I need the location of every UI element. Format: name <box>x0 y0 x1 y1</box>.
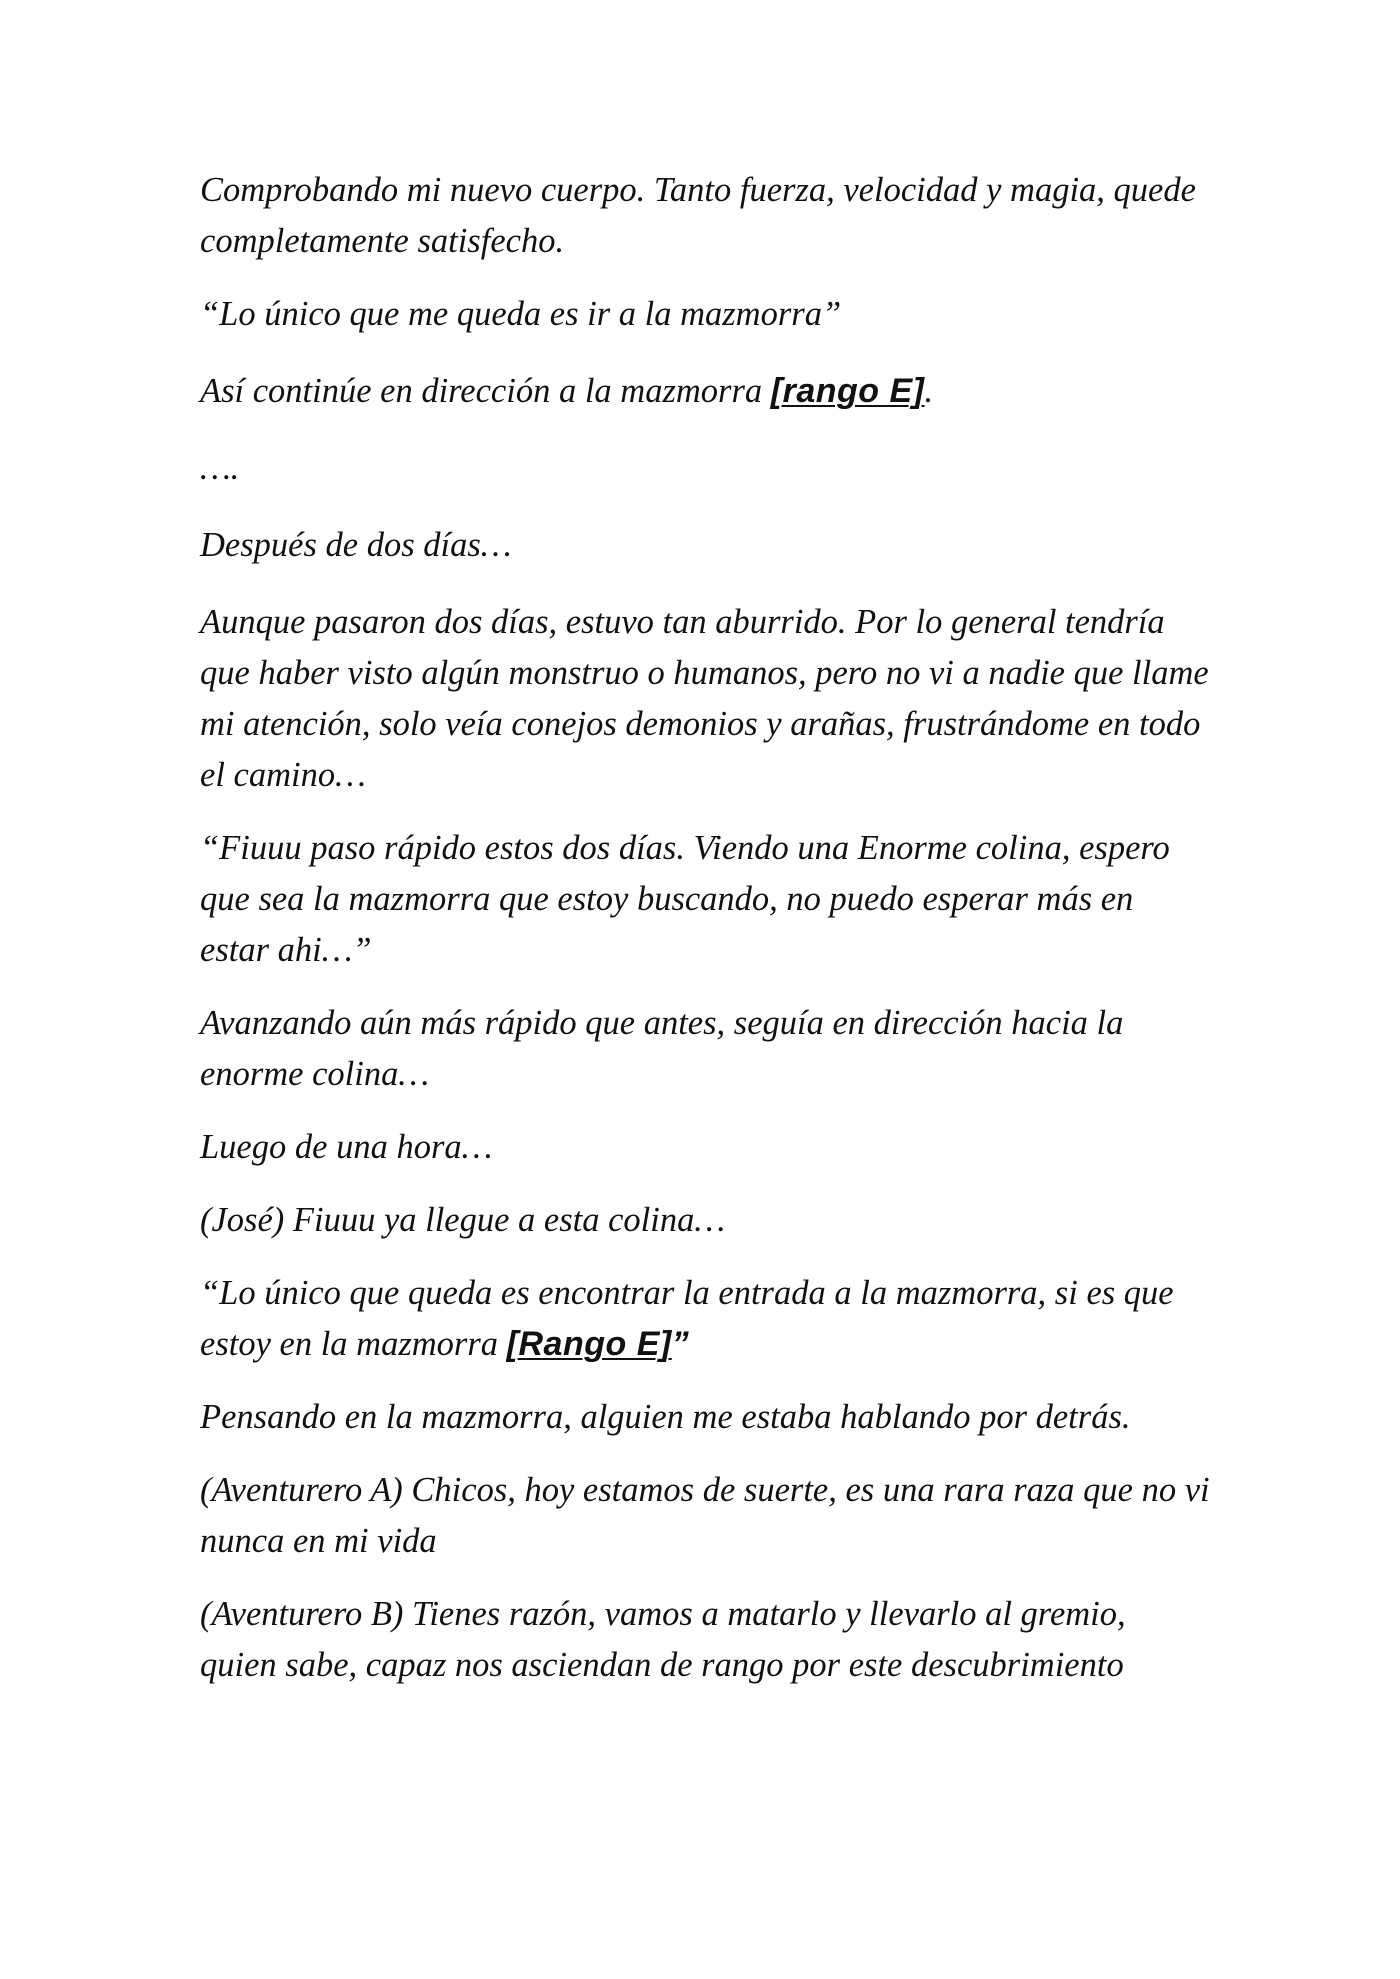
paragraph-12: Pensando en la mazmorra, alguien me estaba hablando por detrás. <box>200 1398 1131 1436</box>
paragraph-10: (José) Fiuuu ya llegue a esta colina… <box>200 1201 726 1239</box>
paragraph-4: …. <box>200 449 240 487</box>
paragraph-11 <box>200 1268 1210 1370</box>
paragraph-8: Avanzando aún más rápido que antes, seguía en dirección hacia la enorme colina… <box>200 1004 1124 1093</box>
paragraph-9: Luego de una hora… <box>200 1128 493 1166</box>
paragraph-13: (Aventurero A) Chicos, hoy estamos de suerte, es una rara raza que no vi nunca en mi vida <box>200 1471 1210 1560</box>
paragraph-1: Comprobando mi nuevo cuerpo. Tanto fuerza, velocidad y magia, quede completamente satisfecho. <box>200 171 1196 260</box>
paragraph-3-end: . <box>924 372 934 410</box>
paragraph-5: Después de dos días… <box>200 526 512 564</box>
rank-label: [Rango E] <box>506 1325 672 1363</box>
paragraph-6: Aunque pasaron dos días, estuvo tan aburrido. Por lo general tendría que haber visto algún monstruo o humanos, pero no vi a nadie que llame mi atención, solo veía conejos demonios y arañas, frustrándome en todo el camino… <box>200 603 1209 794</box>
closing-quote: ” <box>671 1325 689 1363</box>
paragraph-2: “Lo único que me queda es ir a la mazmorra” <box>200 295 842 333</box>
paragraph-3-text: Así continúe en dirección a la mazmorra <box>200 372 771 410</box>
paragraph-14: (Aventurero B) Tienes razón, vamos a matarlo y llevarlo al gremio, quien sabe, capaz nos asciendan de rango por este descubrimiento <box>200 1595 1126 1684</box>
paragraph-7: “Fiuuu paso rápido estos dos días. Viendo una Enorme colina, espero que sea la mazmorra que estoy buscando, no puedo esperar más en estar ahi…” <box>200 829 1170 969</box>
paragraph-3 <box>200 366 1210 417</box>
paragraph-11-text: “Lo único que queda es encontrar la entrada a la mazmorra, si es que estoy en la mazmorra <box>200 1274 1174 1363</box>
rank-label: [rango E] <box>770 372 925 410</box>
document-body <box>200 165 1210 1713</box>
